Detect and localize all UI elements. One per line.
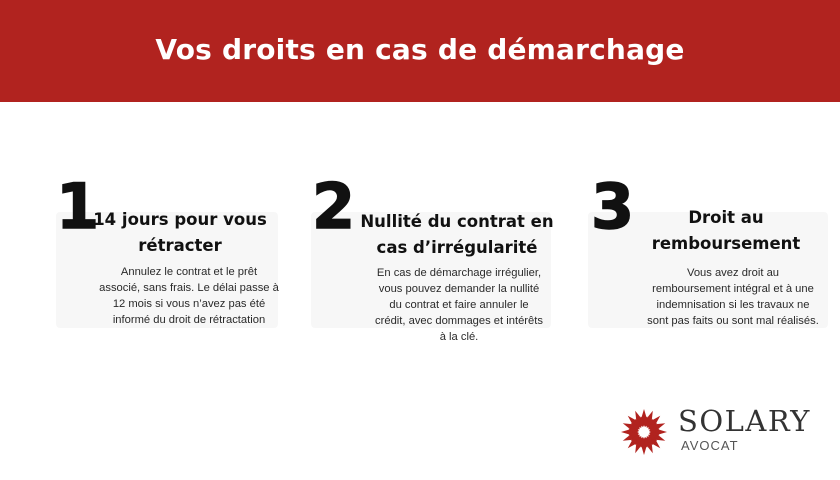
logo-center	[640, 428, 648, 436]
step-title-1	[80, 207, 280, 259]
step-description-3	[626, 265, 840, 329]
desc-line: crédit, avec dommages et intérêts	[375, 315, 543, 327]
logo-subtitle: AVOCAT	[681, 438, 739, 453]
step-number-3: 3	[591, 170, 635, 243]
brand-logo	[619, 405, 829, 457]
desc-line: 12 mois si vous n’avez pas été	[112, 298, 266, 310]
desc-line: remboursement intégral et à une	[652, 283, 814, 295]
desc-line: à la clé.	[439, 331, 479, 343]
page-title: Vos droits en cas de démarchage	[155, 32, 685, 66]
step-title-line: cas d’irrégularité	[376, 238, 538, 257]
step-description-2	[354, 265, 564, 345]
desc-line: indemnisation si les travaux ne	[656, 299, 810, 311]
step-title-line: Droit au	[688, 208, 764, 227]
desc-line: vous pouvez demander la nullité	[378, 283, 540, 295]
sun-burst-logo-icon	[619, 407, 669, 457]
desc-line: associé, sans frais. Le délai passe à	[99, 282, 279, 294]
desc-line: sont pas faits ou sont mal réalisés.	[647, 315, 819, 327]
desc-line: du contrat et faire annuler le	[389, 299, 529, 311]
desc-line: informé du droit de rétractation	[112, 314, 266, 326]
desc-line: Vous avez droit au	[686, 267, 780, 279]
step-title-line: Nullité du contrat en	[360, 212, 554, 231]
logo-name: SOLARY	[678, 404, 811, 438]
step-title-line: remboursement	[651, 234, 801, 253]
step-description-1	[84, 264, 294, 328]
step-title-line: 14 jours pour vous	[93, 210, 267, 229]
desc-line: En cas de démarchage irrégulier,	[376, 267, 542, 279]
step-title-3	[620, 205, 832, 257]
header-banner	[0, 0, 840, 102]
step-number-1: 1	[56, 170, 100, 243]
step-title-line: rétracter	[138, 236, 222, 255]
desc-line: Annulez le contrat et le prêt	[120, 266, 258, 278]
step-title-2	[352, 209, 562, 261]
step-number-2: 2	[312, 170, 356, 243]
